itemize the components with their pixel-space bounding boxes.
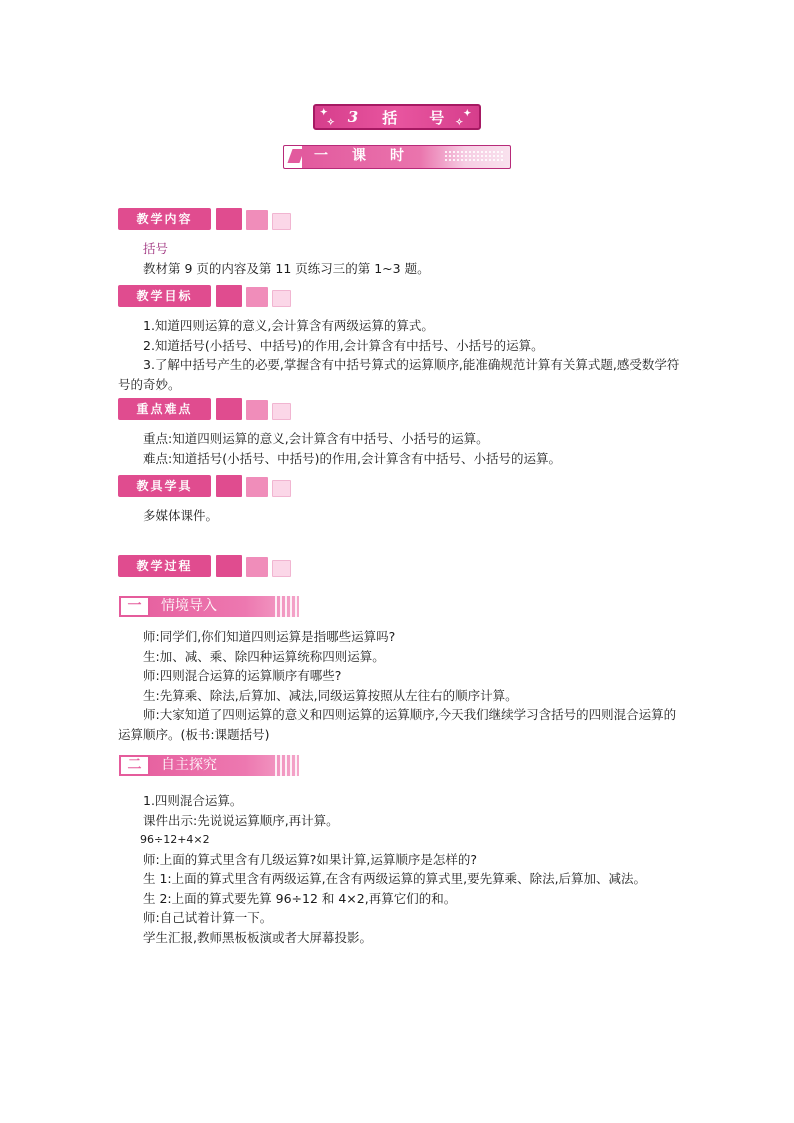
- section-label: 教学内容: [118, 208, 211, 230]
- explore-line: 生 1:上面的算式里含有两级运算,在含有两级运算的算式里,要先算乘、除法,后算加、减法。: [143, 871, 647, 886]
- keypoints-body: [118, 429, 680, 468]
- subsection-title: 自主探究: [161, 757, 217, 773]
- section-label: 教学过程: [118, 555, 211, 577]
- subsection-header-explore: [119, 755, 299, 776]
- section-label: 教具学具: [118, 475, 211, 497]
- tools-body: [118, 506, 680, 526]
- section-header-keypoints: [118, 398, 298, 420]
- goal-line: 3.了解中括号产生的必要,掌握含有中括号算式的运算顺序,能准确规范计算有关算式题,感受数学符号的奇妙。: [118, 357, 680, 392]
- explore-body: [118, 791, 680, 947]
- tools-line: 多媒体课件。: [143, 508, 219, 523]
- slash-decoration: [287, 149, 304, 163]
- star-icon: ✦: [463, 109, 473, 119]
- content-body: [118, 239, 680, 278]
- explore-line: 师:上面的算式里含有几级运算?如果计算,运算顺序是怎样的?: [143, 851, 477, 867]
- chapter-title-char: 括: [382, 108, 400, 127]
- section-label: 教学目标: [118, 285, 211, 307]
- lesson-strip: [283, 145, 511, 169]
- dot-pattern-decoration: [444, 150, 504, 162]
- chapter-title-char: 号: [429, 108, 447, 127]
- explore-line: 课件出示:先说说运算顺序,再计算。: [143, 812, 339, 828]
- goal-line: 2.知道括号(小括号、中括号)的作用,会计算含有中括号、小括号的运算。: [143, 337, 544, 353]
- dialog-line: 生:加、减、乘、除四种运算统称四则运算。: [143, 648, 385, 664]
- explore-line: 师:自己试着计算一下。: [143, 910, 273, 925]
- section-header-content: [118, 208, 298, 230]
- section-header-goals: [118, 285, 298, 307]
- dialog-line: 师:同学们,你们知道四则运算是指哪些运算吗?: [143, 629, 396, 644]
- dialog-line: 师:大家知道了四则运算的意义和四则运算的运算顺序,今天我们继续学习含括号的四则混合运算的运算顺序。(板书:课题括号): [118, 707, 677, 742]
- explore-line: 生 2:上面的算式要先算 96÷12 和 4×2,再算它们的和。: [143, 890, 457, 906]
- chapter-banner: [313, 104, 481, 130]
- star-icon: ✧: [455, 118, 465, 128]
- keypoint-line: 重点:知道四则运算的意义,会计算含有中括号、小括号的运算。: [143, 431, 489, 446]
- explore-line: 学生汇报,教师黑板板演或者大屏幕投影。: [143, 929, 372, 945]
- topic-title: 括号: [143, 241, 169, 256]
- chapter-number: 3: [347, 108, 361, 126]
- goals-body: [118, 316, 680, 394]
- lesson-title: 一 课 时: [314, 148, 404, 164]
- section-header-process: [118, 555, 298, 577]
- subsection-number: 一: [119, 596, 150, 617]
- intro-body: [118, 627, 680, 744]
- content-line: 教材第 9 页的内容及第 11 页练习三的第 1~3 题。: [143, 260, 430, 276]
- star-icon: ✦: [320, 108, 330, 118]
- subsection-number: 二: [119, 755, 150, 776]
- subsection-title: 情境导入: [161, 598, 217, 614]
- expression: 96÷12+4×2: [140, 833, 210, 846]
- dialog-line: 师:四则混合运算的运算顺序有哪些?: [143, 668, 342, 683]
- dialog-line: 生:先算乘、除法,后算加、减法,同级运算按照从左往右的顺序计算。: [143, 687, 518, 703]
- explore-line: 1.四则混合运算。: [143, 793, 243, 808]
- section-header-tools: [118, 475, 298, 497]
- keypoint-line: 难点:知道括号(小括号、中括号)的作用,会计算含有中括号、小括号的运算。: [143, 450, 561, 466]
- section-label: 重点难点: [118, 398, 211, 420]
- goal-line: 1.知道四则运算的意义,会计算含有两级运算的算式。: [143, 318, 434, 333]
- subsection-header-intro: [119, 596, 299, 617]
- star-icon: ✧: [327, 118, 337, 128]
